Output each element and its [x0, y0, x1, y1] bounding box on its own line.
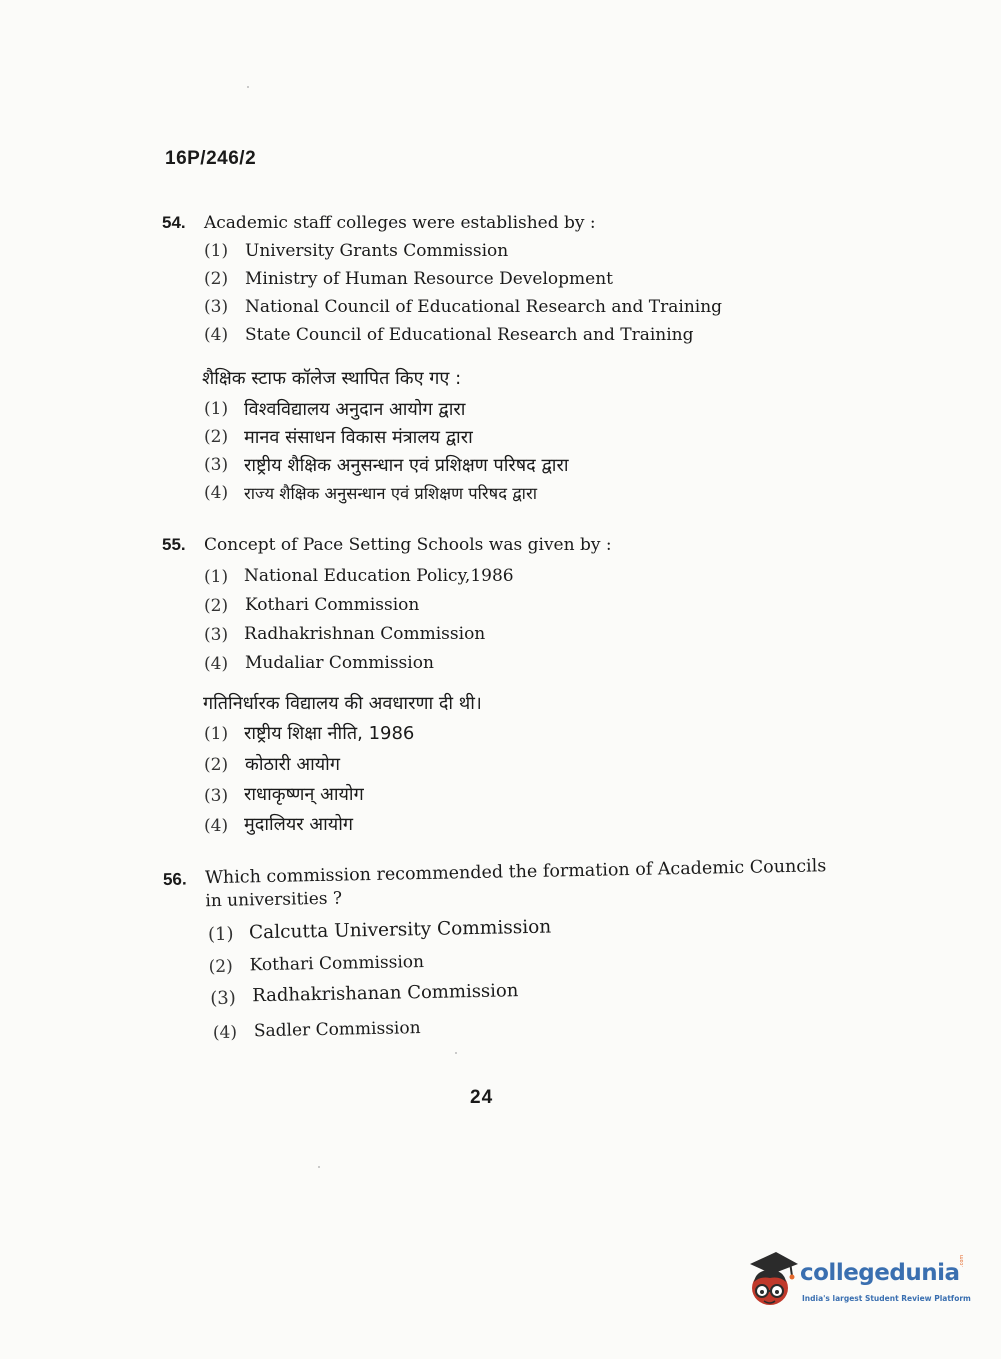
option-text-hi: राष्ट्रीय शैक्षिक अनुसन्धान एवं प्रशिक्षण परिषद द्वारा: [244, 455, 569, 476]
option-text: Radhakrishanan Commission: [252, 980, 519, 1007]
option-number: (2): [204, 755, 229, 775]
question-text-en: in universities ?: [205, 888, 343, 912]
question-text-hi: गतिनिर्धारक विद्यालय की अवधारणा दी थी।: [203, 693, 482, 714]
option-text: Ministry of Human Resource Development: [245, 269, 613, 289]
option-text: Mudaliar Commission: [245, 653, 434, 673]
option-number: (1): [204, 399, 229, 419]
option-number: (2): [204, 269, 229, 289]
option-number: (4): [204, 325, 229, 345]
page-number: 24: [470, 1087, 494, 1108]
option-text-hi: राष्ट्रीय शिक्षा नीति, 1986: [244, 723, 415, 744]
option-text: Kothari Commission: [245, 595, 420, 615]
question-text-en: Which commission recommended the formation of Academic Councils: [204, 856, 827, 889]
option-number: (3): [204, 786, 229, 806]
option-number: (2): [204, 427, 229, 447]
option-number: (3): [210, 987, 236, 1010]
option-text-hi: राधाकृष्णन् आयोग: [244, 784, 364, 805]
paper-code: 16P/246/2: [165, 148, 257, 169]
question-number: 55.: [162, 535, 186, 554]
option-number: (3): [204, 297, 229, 317]
question-number: 56.: [162, 869, 187, 889]
option-text: Calcutta University Commission: [248, 916, 552, 944]
option-text: Kothari Commission: [249, 952, 425, 976]
option-text: University Grants Commission: [245, 241, 509, 261]
option-number: (2): [208, 956, 233, 978]
question-text-en: Academic staff colleges were established by :: [204, 213, 596, 233]
brand-name: collegedunia: [800, 1260, 960, 1286]
brand-dotcom: .com: [959, 1254, 965, 1267]
question-text-en: Concept of Pace Setting Schools was given by :: [204, 535, 612, 555]
option-text: Radhakrishnan Commission: [244, 624, 486, 644]
option-text: National Education Policy,1986: [244, 566, 514, 586]
option-text-hi: मानव संसाधन विकास मंत्रालय द्वारा: [244, 427, 473, 448]
option-number: (4): [204, 483, 229, 503]
option-text-hi: मुदालियर आयोग: [244, 814, 354, 835]
option-text-hi: विश्वविद्यालय अनुदान आयोग द्वारा: [244, 399, 466, 420]
brand-tagline: India's largest Student Review Platform: [802, 1294, 971, 1303]
option-text-hi: राज्य शैक्षिक अनुसन्धान एवं प्रशिक्षण परिषद द्वारा: [244, 484, 537, 503]
option-number: (3): [204, 625, 229, 645]
option-number: (2): [204, 596, 229, 616]
option-number: (3): [204, 455, 229, 475]
option-number: (4): [204, 816, 229, 836]
option-text: Sadler Commission: [253, 1018, 421, 1042]
question-number: 54.: [162, 213, 186, 232]
option-text-hi: कोठारी आयोग: [245, 754, 340, 775]
option-text: State Council of Educational Research and Training: [245, 325, 694, 345]
option-number: (1): [204, 241, 229, 261]
option-number: (4): [204, 654, 229, 674]
option-number: (1): [204, 724, 229, 744]
option-number: (1): [204, 567, 229, 587]
option-number: (4): [212, 1022, 238, 1044]
option-number: (1): [207, 923, 234, 946]
mascot-icon: [742, 1248, 802, 1318]
question-text-hi: शैक्षिक स्टाफ कॉलेज स्थापित किए गए :: [202, 368, 462, 389]
option-text: National Council of Educational Research and Training: [245, 297, 723, 317]
collegedunia-logo: [742, 1248, 972, 1318]
